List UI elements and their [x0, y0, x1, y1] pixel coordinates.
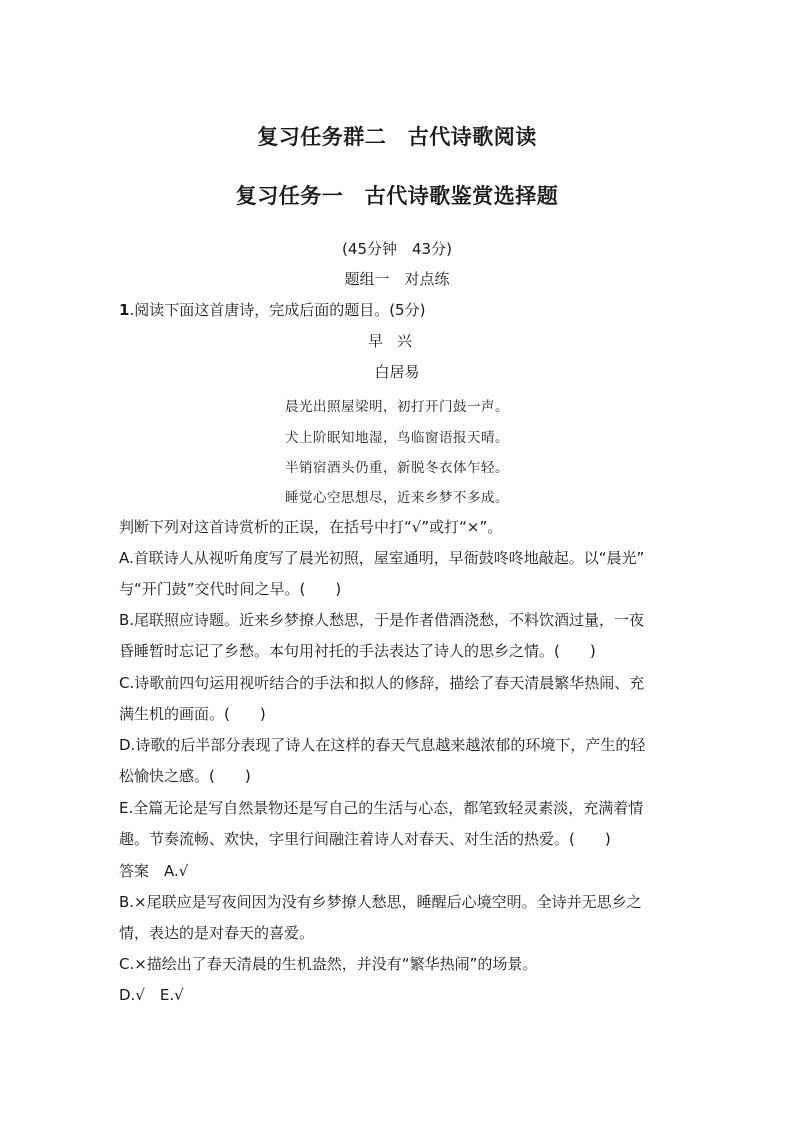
option-b-line2: 昏睡暂时忘记了乡愁。本句用衬托的手法表达了诗人的思乡之情。( ): [119, 642, 596, 660]
poem-line: 睡觉心空思想尽，近来乡梦不多成。: [285, 490, 509, 506]
answer-b-line2: 情，表达的是对春天的喜爱。: [119, 924, 315, 942]
option-e-line1: E.全篇无论是写自然景物还是写自己的生活与心态，都笔致轻灵素淡，充满着情: [119, 799, 644, 817]
option-a-line1: A.首联诗人从视听角度写了晨光初照，屋室通明，早衙鼓咚咚地敲起。以“晨光”: [119, 549, 645, 567]
task-title: 复习任务一 古代诗歌鉴赏选择题: [235, 184, 559, 208]
question-prompt-text: .阅读下面这首唐诗，完成后面的题目。(5分): [129, 301, 426, 319]
option-c-line1: C.诗歌前四句运用视听结合的手法和拟人的修辞，描绘了春天清晨繁华热闹、充: [119, 674, 645, 692]
option-b-line1: B.尾联照应诗题。近来乡梦撩人愁思，于是作者借酒浇愁，不料饮酒过量，一夜: [119, 611, 645, 629]
answer-line: [119, 856, 679, 887]
group-title: 复习任务群二 古代诗歌阅读: [257, 125, 537, 149]
poem-title: 早兴: [367, 332, 426, 350]
option-d-line1: D.诗歌的后半部分表现了诗人在这样的春天气息越来越浓郁的环境下，产生的轻: [119, 736, 646, 754]
answer-de: D.√ E.√: [119, 986, 184, 1004]
option-e-line2: 趣。节奏流畅、欢快，字里行间融注着诗人对春天、对生活的热爱。( ): [119, 830, 611, 848]
option-a-line2: 与“开门鼓”交代时间之早。( ): [119, 580, 342, 598]
option-c-line2: 满生机的画面。( ): [119, 705, 266, 723]
option-d-line2: 松愉快之感。( ): [119, 767, 251, 785]
question-number: 1: [119, 301, 130, 319]
poem-author: 白居易: [374, 363, 420, 381]
poem-line: 犬上阶眠知地湿，鸟临窗语报天晴。: [285, 430, 509, 446]
group-label: 题组一 对点练: [344, 270, 450, 288]
poem-line: 晨光出照屋梁明，初打开门鼓一声。: [285, 399, 509, 415]
question-prompt: [119, 295, 679, 326]
answer-b-line1: B.×尾联应是写夜间因为没有乡梦撩人愁思，睡醒后心境空明。全诗并无思乡之: [119, 893, 642, 911]
poem-line: 半销宿酒头仍重，新脱冬衣体乍轻。: [285, 460, 509, 476]
time-score: (45分钟 43分): [342, 240, 452, 258]
instruction: 判断下列对这首诗赏析的正误，在括号中打“√”或打“×”。: [119, 518, 503, 536]
answer-c: C.×描绘出了春天清晨的生机盎然，并没有“繁华热闹”的场景。: [119, 955, 538, 973]
answer-label: 答案: [119, 862, 150, 880]
answer-a: A.√: [164, 862, 189, 880]
